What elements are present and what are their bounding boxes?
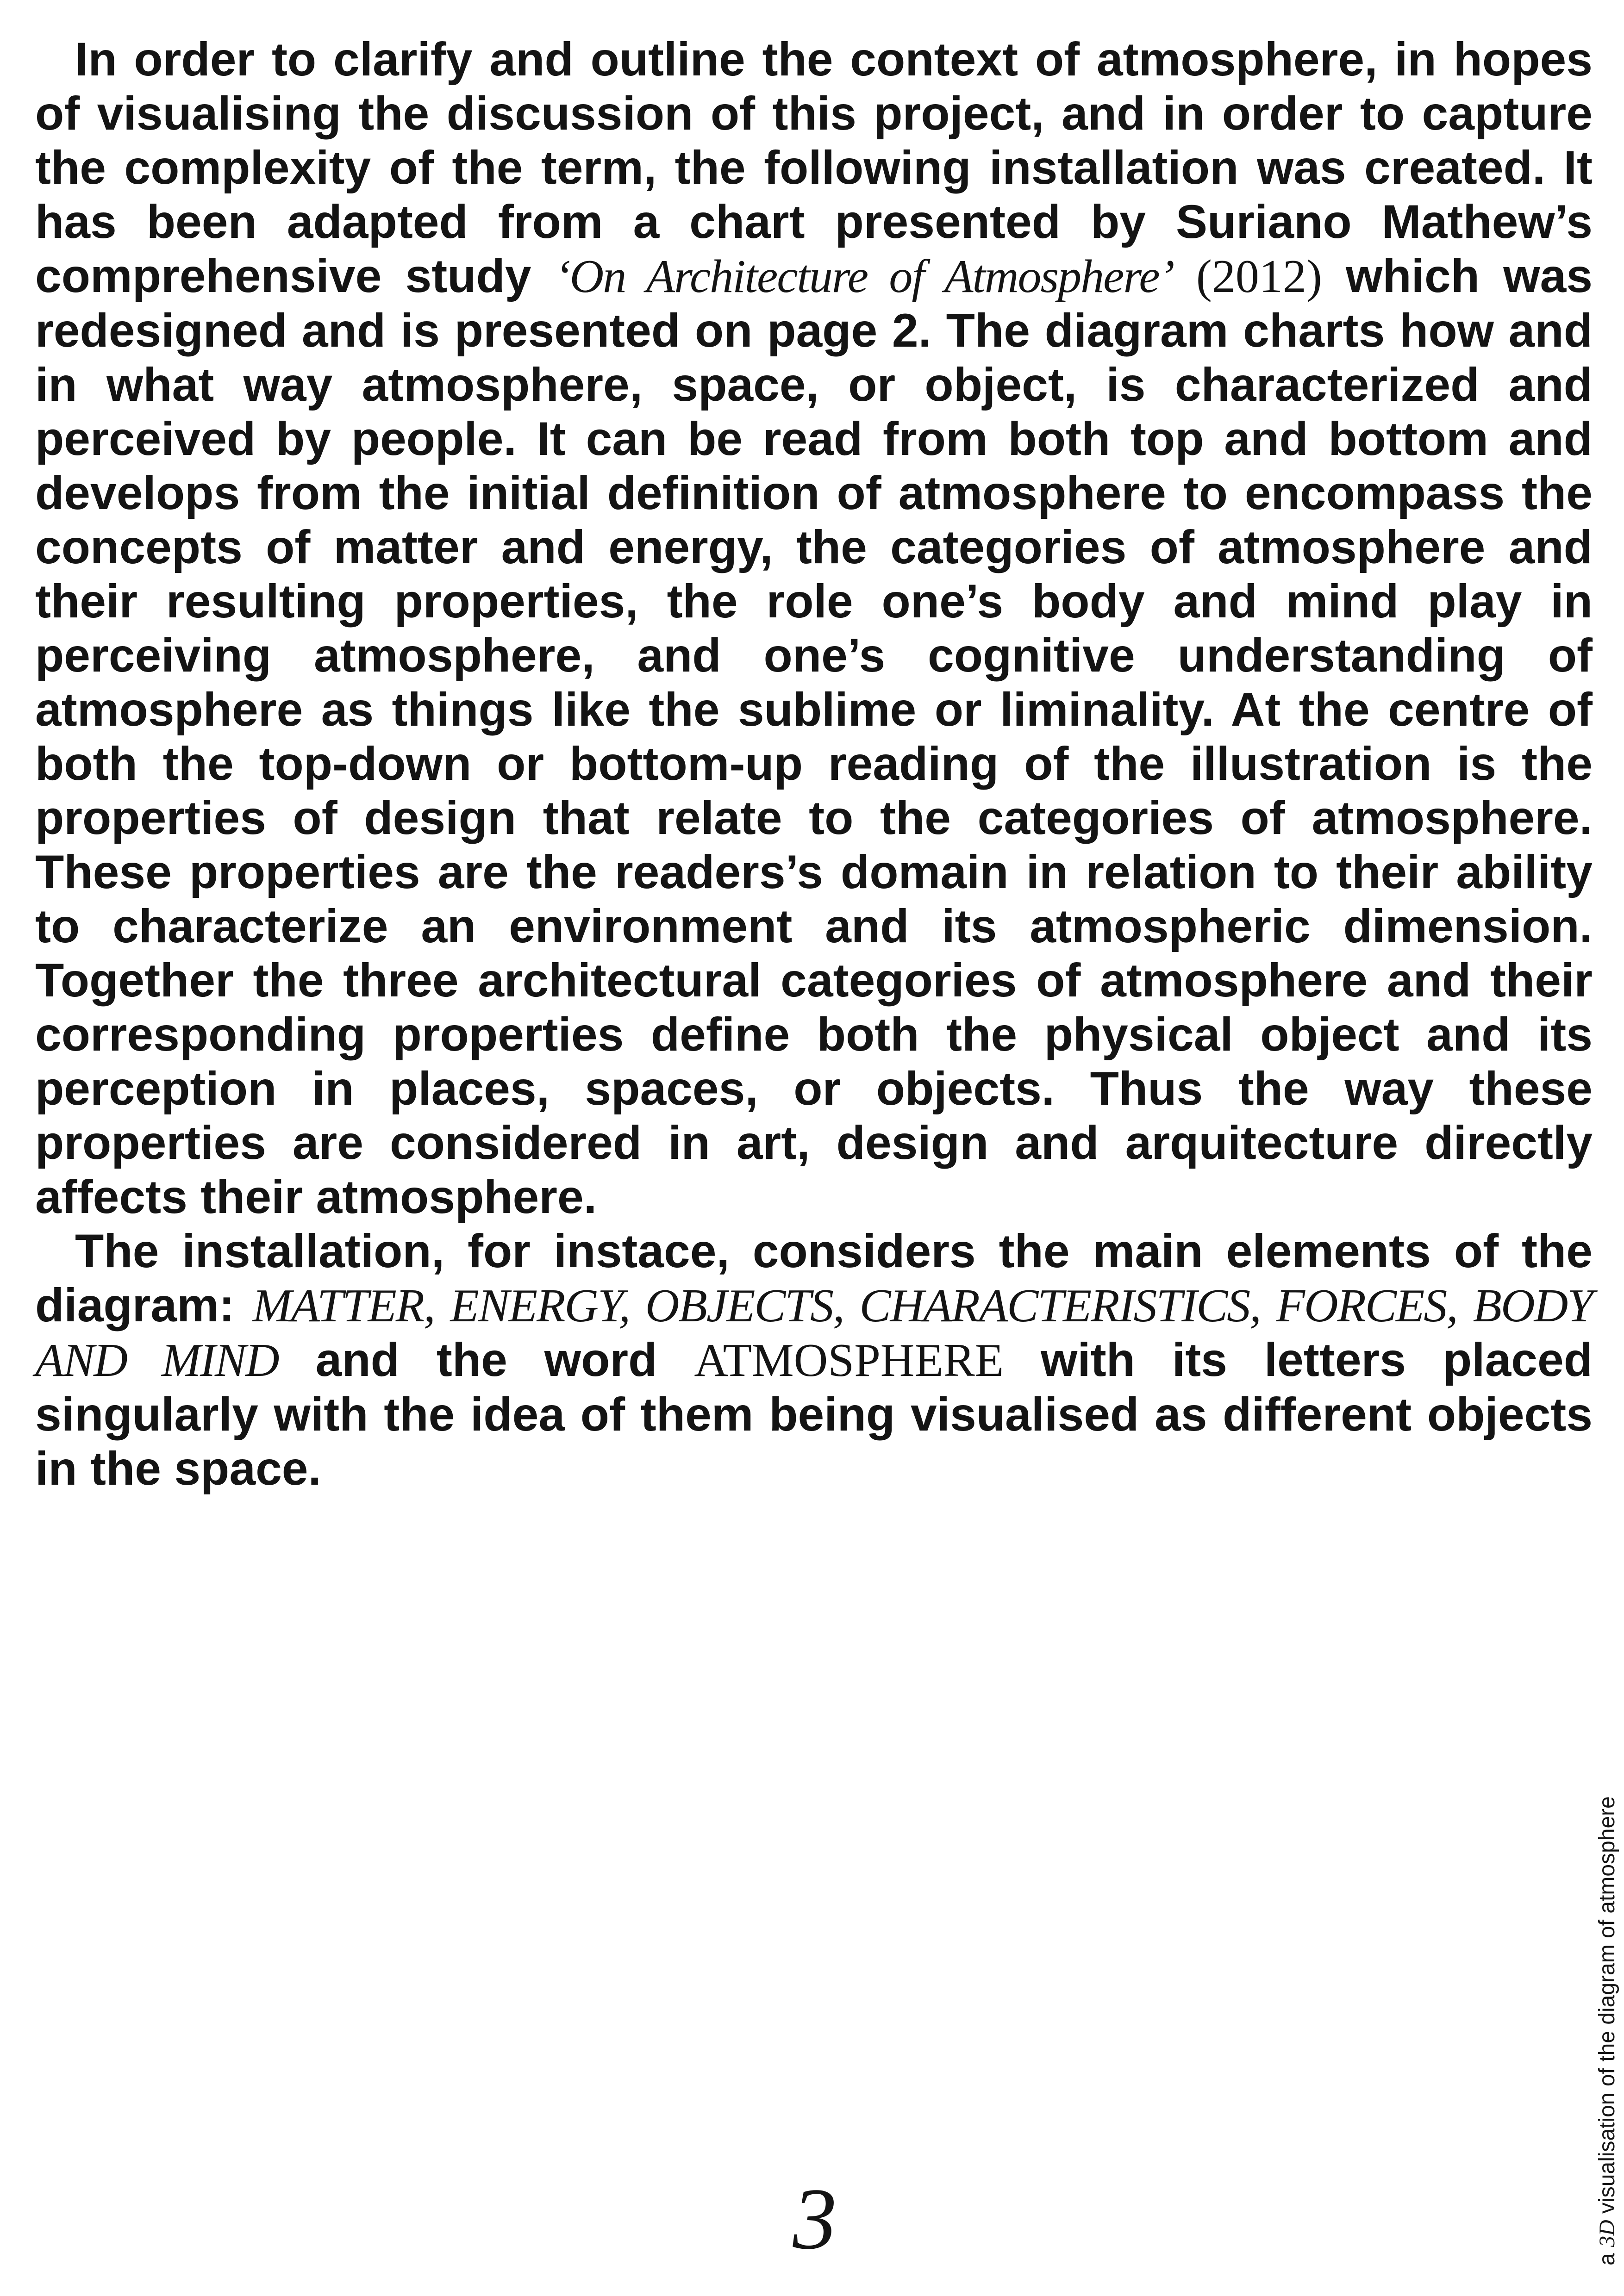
body-text — [35, 32, 1593, 1496]
diagram-elements: MATTER, ENERGY, OBJECTS, CHARACTERISTICS, FORCES, BODY AND MIND — [35, 1280, 1593, 1387]
study-year: (2012) — [1174, 250, 1322, 303]
side-caption-prefix: a — [1595, 2246, 1619, 2265]
paragraph-installation-text-3: with its letters placed singularly with the idea of them being visualised as different objects in the space. — [35, 1333, 1593, 1495]
side-caption — [1596, 1796, 1618, 2265]
paragraph-installation-text-1: The installation, for instace, considers the main elements of the diagram: — [35, 1225, 1593, 1332]
paragraph-intro-text-1: In order to clarify and outline the context of atmosphere, in hopes of visualising the discussion of this project, and in order to capture the complexity of the term, the following installation was created. It has been adapted from a chart presented by Suriano Mathew’s comprehensive study — [35, 33, 1593, 302]
paragraph-installation — [35, 1224, 1593, 1496]
paragraph-intro — [35, 32, 1593, 1224]
paragraph-intro-text-2: which was redesigned and is presented on page 2. The diagram charts how and in what way atmosphere, space, or object, is characterized and perceived by people. It can be read from both top and bottom and develops from the initial definition of atmosphere to encompass the concepts of matter and energy, the categories of atmosphere and their resulting properties, the role one’s body and mind play in perceiving atmosphere, and one’s cognitive understanding of atmosphere as things like the sublime or liminality. At the centre of both the top-down or bottom-up reading of the illustration is the properties of design that relate to the categories of atmosphere. These properties are the readers’s domain in relation to their ability to characterize an environment and its atmospheric dimension. Together the three architectural categories of atmosphere and their corresponding properties define both the physical object and its perception in places, spaces, or objects. Thus the way these properties are considered in art, design and arquitecture directly affects their atmosphere. — [35, 249, 1593, 1223]
atmosphere-word: ATMOSPHERE — [694, 1334, 1004, 1387]
study-title: ‘On Architecture of Atmosphere’ — [555, 250, 1174, 303]
paragraph-installation-text-2: and the word — [278, 1333, 694, 1386]
page-number: 3 — [793, 2171, 837, 2268]
side-caption-3d: 3D — [1595, 2220, 1619, 2247]
side-caption-suffix: visualisation of the diagram of atmosphere — [1595, 1796, 1619, 2220]
